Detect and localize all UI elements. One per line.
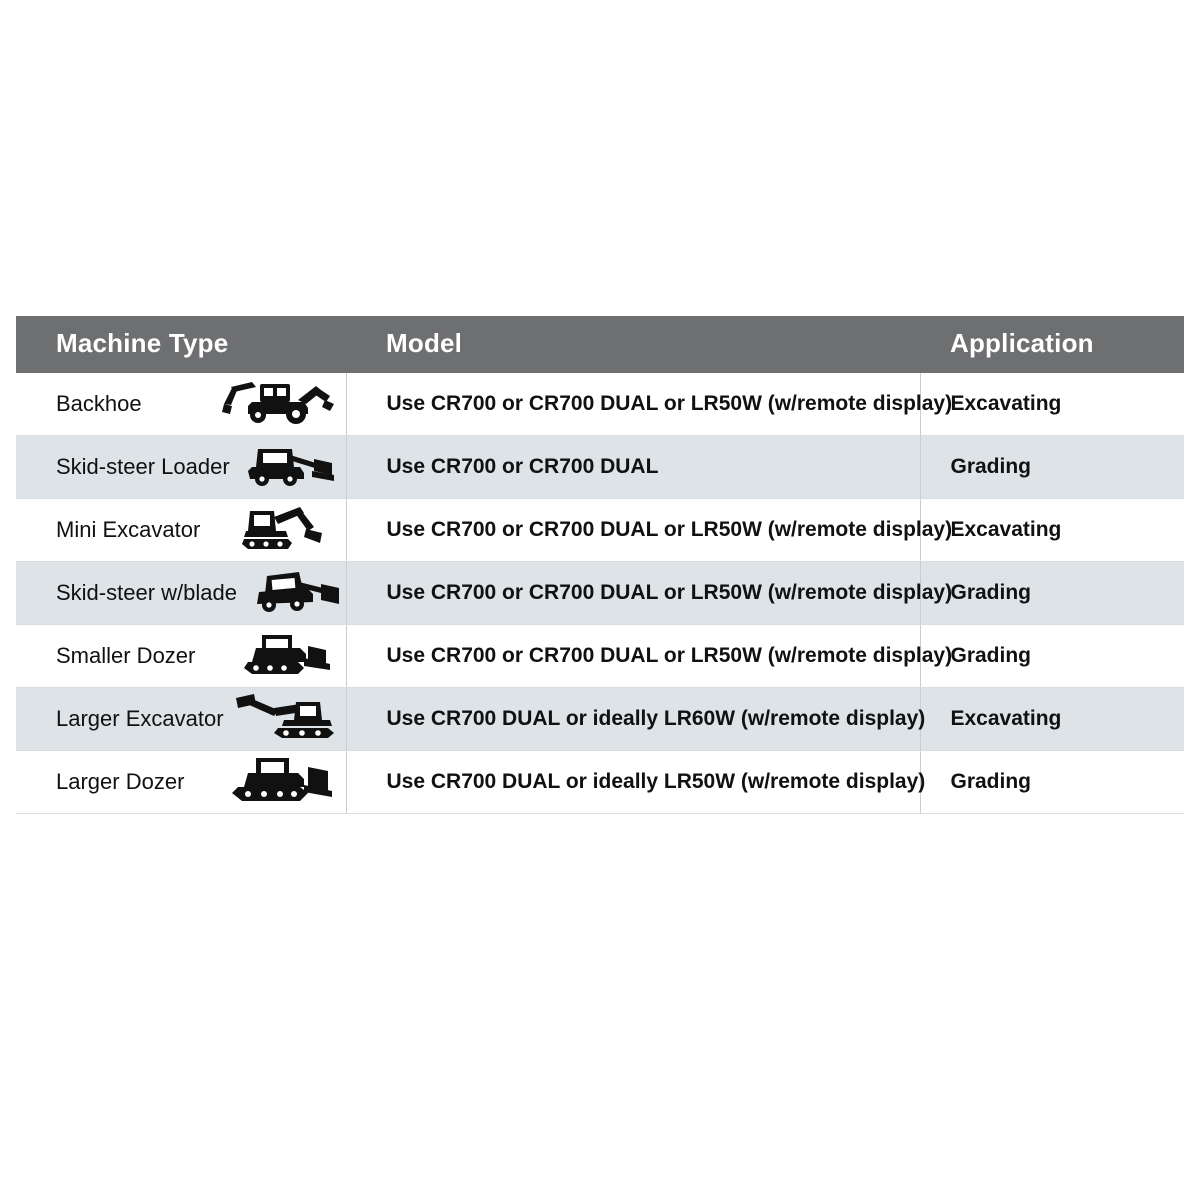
table-row [16,436,1184,499]
table-row [16,625,1184,688]
larger-dozer-icon [230,755,334,809]
column-header-machine-type: Machine Type [16,316,346,373]
table-row [16,499,1184,562]
cell-model: Use CR700 DUAL or ideally LR50W (w/remote display) [346,751,920,814]
cell-application: Excavating [920,373,1184,436]
cell-machine-type [16,751,346,814]
table-body [16,373,1184,814]
cell-application: Grading [920,625,1184,688]
cell-machine-type [16,625,346,688]
cell-machine-type [16,562,346,625]
mini-excavator-icon [242,503,334,557]
smaller-dozer-icon [238,630,334,682]
machine-type-label: Larger Excavator [56,706,224,731]
table-header-row [16,316,1184,373]
column-header-model: Model [346,316,920,373]
machine-type-label: Larger Dozer [56,769,185,794]
machine-type-label: Skid-steer Loader [56,454,230,479]
table-row [16,373,1184,436]
machine-type-label: Smaller Dozer [56,643,196,668]
cell-application: Excavating [920,688,1184,751]
cell-application: Grading [920,562,1184,625]
larger-excavator-icon [234,692,334,746]
cell-model: Use CR700 or CR700 DUAL [346,436,920,499]
skid-steer-loader-icon [242,441,334,493]
cell-machine-type [16,436,346,499]
table-row [16,562,1184,625]
cell-machine-type [16,499,346,562]
cell-machine-type [16,688,346,751]
machine-type-label: Mini Excavator [56,517,201,542]
cell-model: Use CR700 or CR700 DUAL or LR50W (w/remote display) [346,373,920,436]
machine-type-label: Skid-steer w/blade [56,580,237,605]
column-header-application: Application [920,316,1184,373]
backhoe-icon [222,378,334,430]
machine-spec-table-container [16,316,1184,814]
skid-steer-blade-icon [245,566,341,620]
cell-model: Use CR700 DUAL or ideally LR60W (w/remote display) [346,688,920,751]
cell-model: Use CR700 or CR700 DUAL or LR50W (w/remote display) [346,625,920,688]
table-row [16,688,1184,751]
cell-machine-type [16,373,346,436]
cell-model: Use CR700 or CR700 DUAL or LR50W (w/remote display) [346,499,920,562]
machine-type-label: Backhoe [56,391,142,416]
table-header [16,316,1184,373]
cell-application: Grading [920,436,1184,499]
machine-spec-table [16,316,1184,814]
table-row [16,751,1184,814]
cell-application: Grading [920,751,1184,814]
cell-model: Use CR700 or CR700 DUAL or LR50W (w/remote display) [346,562,920,625]
cell-application: Excavating [920,499,1184,562]
